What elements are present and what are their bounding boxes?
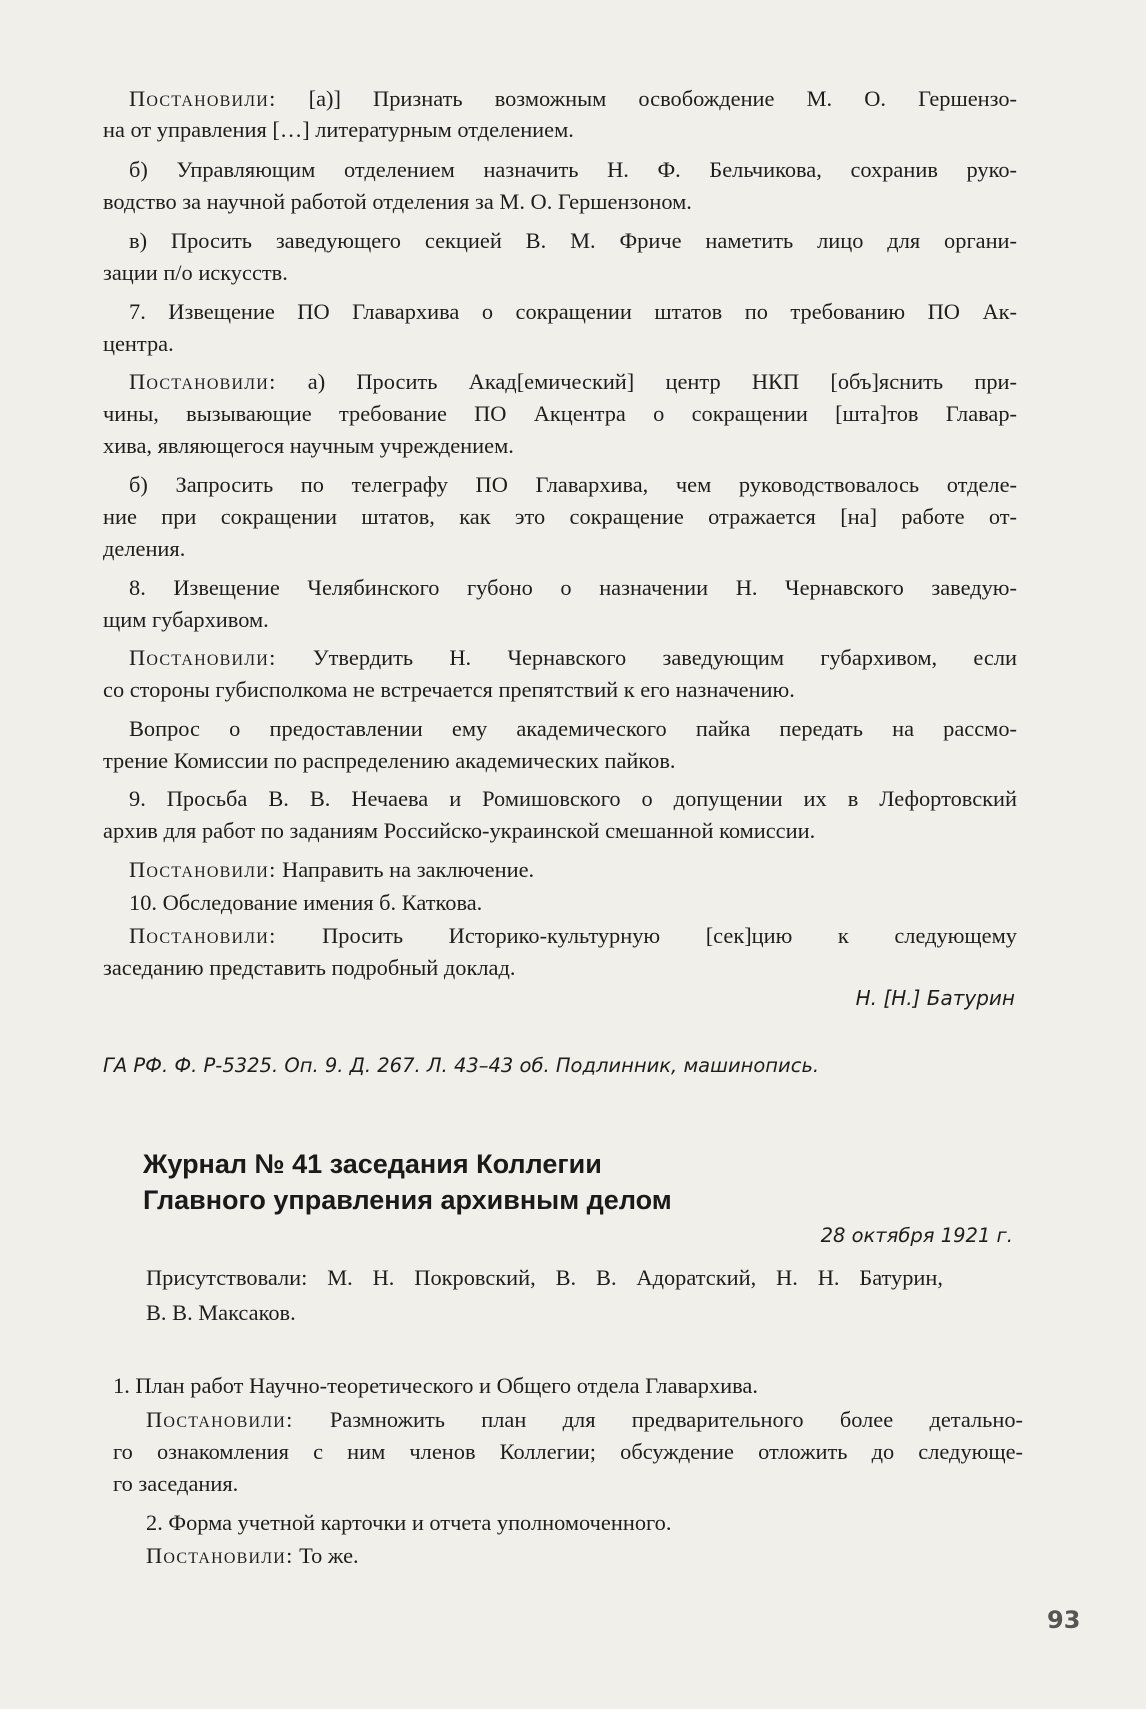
resolution-label: Постановили: bbox=[129, 923, 277, 948]
text-line: го заседания. bbox=[113, 1471, 239, 1496]
resolution-label: Постановили: bbox=[129, 857, 277, 882]
text-line: Постановили: Направить на заключение. bbox=[129, 857, 535, 882]
text-line: ние при сокращении штатов, как это сокращение отражается [на] работе от- bbox=[103, 504, 1017, 529]
text-line: в) Просить заведующего секцией В. М. Фриче наметить лицо для органи- bbox=[129, 228, 1017, 253]
text-line: чины, вызывающие требование ПО Акцентра о сокращении [шта]тов Главар- bbox=[103, 401, 1017, 426]
resolution-label: Постановили: bbox=[146, 1543, 294, 1568]
resolution-label: Постановили: bbox=[129, 86, 277, 111]
agenda-item: 2. Форма учетной карточки и отчета уполномоченного. bbox=[146, 1510, 672, 1535]
journal-title: Журнал № 41 заседания Коллегии bbox=[143, 1149, 602, 1179]
text-line: Постановили: [а)] Признать возможным освобождение М. О. Гершензо- bbox=[129, 86, 1017, 111]
archive-reference: ГА РФ. Ф. Р-5325. Оп. 9. Д. 267. Л. 43–43 об. Подлинник, машинопись. bbox=[103, 1054, 820, 1077]
text-line: Постановили: Размножить план для предварительного более детально- bbox=[146, 1407, 1023, 1432]
text-line: щим губархивом. bbox=[103, 607, 269, 632]
text-line: хива, являющегося научным учреждением. bbox=[103, 433, 514, 458]
text-line: 9. Просьба В. В. Нечаева и Ромишовского о допущении их в Лефортовский bbox=[129, 786, 1017, 811]
attendance-line: В. В. Максаков. bbox=[146, 1300, 296, 1325]
text-line: 10. Обследование имения б. Каткова. bbox=[129, 890, 483, 915]
text-line: трение Комиссии по распределению академических пайков. bbox=[103, 748, 676, 773]
text-line: водство за научной работой отделения за М. О. Гершензоном. bbox=[103, 189, 692, 214]
text-line: Вопрос о предоставлении ему академического пайка передать на рассмо- bbox=[129, 716, 1017, 741]
resolution-label: Постановили: bbox=[129, 645, 277, 670]
text-line: Постановили: Утвердить Н. Чернавского заведующим губархивом, если bbox=[129, 645, 1017, 670]
text-line: Постановили: Просить Историко-культурную [сек]цию к следующему bbox=[129, 923, 1017, 948]
text-line: заседанию представить подробный доклад. bbox=[103, 955, 516, 980]
text-line: Постановили: То же. bbox=[146, 1543, 359, 1568]
signature: Н. [Н.] Батурин bbox=[855, 986, 1015, 1010]
meeting-date: 28 октября 1921 г. bbox=[820, 1224, 1013, 1247]
text-line: б) Запросить по телеграфу ПО Главархива, чем руководствовалось отделе- bbox=[129, 472, 1017, 497]
text-line: на от управления […] литературным отделением. bbox=[103, 117, 574, 142]
text-line: б) Управляющим отделением назначить Н. Ф. Бельчикова, сохранив руко- bbox=[129, 157, 1017, 182]
text-line: 7. Извещение ПО Главархива о сокращении штатов по требованию ПО Ак- bbox=[129, 299, 1017, 324]
text-line: деления. bbox=[103, 536, 186, 561]
text-line: со стороны губисполкома не встречается препятствий к его назначению. bbox=[103, 677, 795, 702]
journal-title: Главного управления архивным делом bbox=[143, 1185, 672, 1215]
resolution-label: Постановили: bbox=[146, 1407, 294, 1432]
text-line: Постановили: а) Просить Акад[емический] центр НКП [объ]яснить при- bbox=[129, 369, 1017, 394]
text-line: 8. Извещение Челябинского губоно о назначении Н. Чернавского заведую- bbox=[129, 575, 1017, 600]
resolution-label: Постановили: bbox=[129, 369, 277, 394]
text-line: зации п/о искусств. bbox=[103, 260, 288, 285]
text-line: центра. bbox=[103, 331, 174, 356]
attendance-line: Присутствовали: М. Н. Покровский, В. В. Адоратский, Н. Н. Батурин, bbox=[146, 1265, 943, 1290]
text-line: архив для работ по заданиям Российско-украинской смешанной комиссии. bbox=[103, 818, 816, 843]
text-line: го ознакомления с ним членов Коллегии; обсуждение отложить до следующе- bbox=[113, 1439, 1023, 1464]
agenda-item: 1. План работ Научно-теоретического и Общего отдела Главархива. bbox=[113, 1373, 758, 1398]
page-number: 93 bbox=[1047, 1606, 1081, 1634]
